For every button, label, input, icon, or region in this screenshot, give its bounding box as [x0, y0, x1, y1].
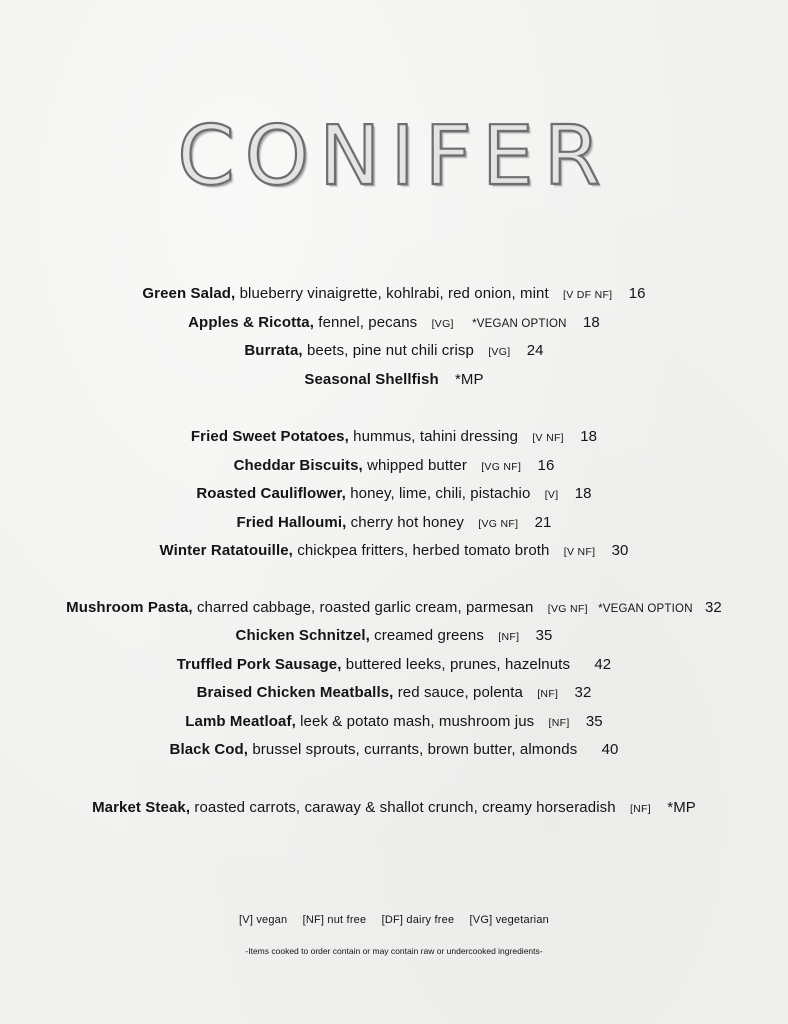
menu-item	[0, 284, 788, 305]
dietary-tags: [VG]	[431, 318, 454, 330]
menu-item	[0, 798, 788, 819]
dish-description: brussel sprouts, currants, brown butter, almonds	[252, 741, 578, 758]
dish-price: 42	[594, 656, 612, 673]
menu-item	[0, 712, 788, 733]
dish-price: 24	[526, 342, 544, 359]
dish-description: creamed greens	[374, 627, 484, 644]
dietary-tags: [VG]	[488, 346, 511, 358]
dish-name: Chicken Schnitzel,	[235, 627, 370, 644]
dish-description: chickpea fritters, herbed tomato broth	[297, 542, 550, 559]
dish-note: *VEGAN OPTION	[598, 603, 693, 615]
disclaimer: -Items cooked to order contain or may contain raw or undercooked ingredients-	[245, 946, 543, 956]
dish-name: Green Salad,	[142, 285, 236, 302]
restaurant-logo: CONIFER	[177, 109, 611, 204]
menu-item	[0, 513, 788, 534]
dish-price: 18	[580, 428, 598, 445]
menu-item	[0, 683, 788, 704]
dish-description: roasted carrots, caraway & shallot crunch, creamy horseradish	[194, 799, 616, 816]
dish-price: 21	[534, 514, 552, 531]
dish-price: 40	[601, 741, 619, 758]
legend-vegan: [V] vegan	[239, 914, 288, 926]
menu-item	[0, 313, 788, 334]
dish-name: Mushroom Pasta,	[66, 599, 193, 616]
dish-description: whipped butter	[367, 457, 467, 474]
legend-nut-free: [NF] nut free	[302, 914, 367, 926]
dish-price: 32	[704, 599, 722, 616]
dish-description: cherry hot honey	[350, 514, 464, 531]
legend-dairy-free: [DF] dairy free	[381, 914, 455, 926]
dietary-tags: [V NF]	[563, 546, 596, 558]
menu-item	[0, 427, 788, 448]
dish-price: 30	[611, 542, 629, 559]
menu-item	[0, 740, 788, 760]
dish-name: Fried Sweet Potatoes,	[190, 428, 349, 445]
dish-name: Market Steak,	[92, 799, 191, 816]
dish-description: fennel, pecans	[318, 314, 418, 331]
menu-item	[0, 541, 788, 562]
dish-description: buttered leeks, prunes, hazelnuts	[345, 656, 571, 673]
dish-name: Fried Halloumi,	[236, 514, 347, 531]
dietary-tags: [NF]	[629, 803, 651, 815]
dietary-tags: [VG NF]	[481, 461, 522, 473]
menu-item	[0, 626, 788, 647]
dish-description: charred cabbage, roasted garlic cream, parmesan	[196, 599, 534, 616]
dietary-tags: [V]	[544, 489, 559, 501]
dietary-legend	[0, 914, 788, 926]
dish-description: blueberry vinaigrette, kohlrabi, red onion, mint	[239, 285, 549, 302]
dietary-tags: [V DF NF]	[563, 289, 613, 301]
dish-description: beets, pine nut chili crisp	[306, 342, 474, 359]
menu-item	[0, 456, 788, 477]
dish-name: Winter Ratatouille,	[159, 542, 293, 559]
dish-price: 18	[582, 314, 600, 331]
dietary-tags: [NF]	[537, 688, 559, 700]
dish-name: Black Cod,	[169, 741, 249, 758]
dish-name: Truffled Pork Sausage,	[176, 656, 342, 673]
dish-price: 32	[574, 684, 592, 701]
dish-description: red sauce, polenta	[397, 684, 523, 701]
dietary-tags: [VG NF]	[478, 518, 519, 530]
dish-name: Burrata,	[244, 342, 303, 359]
dish-name: Apples & Ricotta,	[188, 314, 315, 331]
dish-description: leek & potato mash, mushroom jus	[300, 713, 535, 730]
legend-vegetarian: [VG] vegetarian	[469, 914, 549, 926]
dish-description: hummus, tahini dressing	[353, 428, 519, 445]
menu-item	[0, 370, 788, 390]
menu-item	[0, 655, 788, 675]
dish-name: Cheddar Biscuits,	[233, 457, 363, 474]
menu-item	[0, 341, 788, 362]
dish-name: Lamb Meatloaf,	[185, 713, 296, 730]
dish-name: Roasted Cauliflower,	[196, 485, 346, 502]
dish-price: 35	[585, 713, 603, 730]
dietary-tags: [NF]	[498, 631, 520, 643]
dish-price: 35	[535, 627, 553, 644]
dish-price: 16	[628, 285, 646, 302]
dietary-tags: [NF]	[548, 717, 570, 729]
menu-item	[0, 598, 788, 619]
dish-price: 18	[574, 485, 592, 502]
dish-name: Seasonal Shellfish	[304, 371, 439, 388]
dish-price: *MP	[455, 371, 484, 388]
dish-price: 16	[537, 457, 555, 474]
dish-note: *VEGAN OPTION	[472, 318, 567, 330]
dietary-tags: [VG NF]	[547, 603, 588, 615]
dish-name: Braised Chicken Meatballs,	[196, 684, 394, 701]
menu-item	[0, 484, 788, 505]
dish-price: *MP	[667, 799, 696, 816]
dish-description: honey, lime, chili, pistachio	[350, 485, 531, 502]
dietary-tags: [V NF]	[532, 432, 564, 444]
